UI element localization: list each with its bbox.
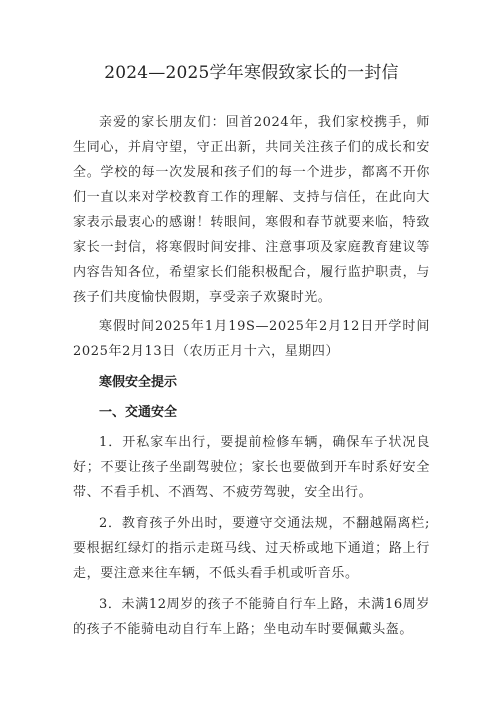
traffic-item-1: 1．开私家车出行，要提前检修车辆，确保车子状况良好；不要让孩子坐副驾驶位；家长也要做到开车时系好安全带、不看手机、不酒驾、不疲劳驾驶，安全出行。 [73,435,430,500]
safety-tips-heading: 寒假安全提示 [99,375,178,390]
intro-paragraph: 亲爱的家长朋友们：回首2024年，我们家校携手，师生同心，并肩守望，守正出新，共同关注孩子们的成长和安全。学校的每一次发展和孩子们的每一个进步，都离不开你们一直以来对学校教育工作的理解、支持与信任，在此向大家表示最衷心的感谢！转眼间，寒假和春节就要来临，特致家长一封信，将寒假时间安排、注意事项及家庭教育建议等内容告知各位，希望家长们能积极配合，履行监护职责，与孩子们共度愉快假期，享受亲子欢聚时光。 [73,115,430,305]
letter-body [73,110,430,642]
traffic-item-2: 2．教育孩子外出时，要遵守交通法规，不翻越隔离栏;要根据红绿灯的指示走斑马线、过天桥或地下通道；路上行走，要注意来往车辆，不低头看手机或听音乐。 [73,516,430,581]
schedule-paragraph: 寒假时间2025年1月19S—2025年2月12日开学时间2025年2月13日（农历正月十六，星期四） [73,319,430,359]
page-title: 2024—2025学年寒假致家长的一封信 [104,63,399,83]
traffic-safety-heading: 一、交通安全 [99,405,178,420]
traffic-item-3: 3．未满12周岁的孩子不能骑自行车上路，未满16周岁的孩子不能骑电动自行车上路；坐电动车时要佩戴头盔。 [73,597,430,637]
